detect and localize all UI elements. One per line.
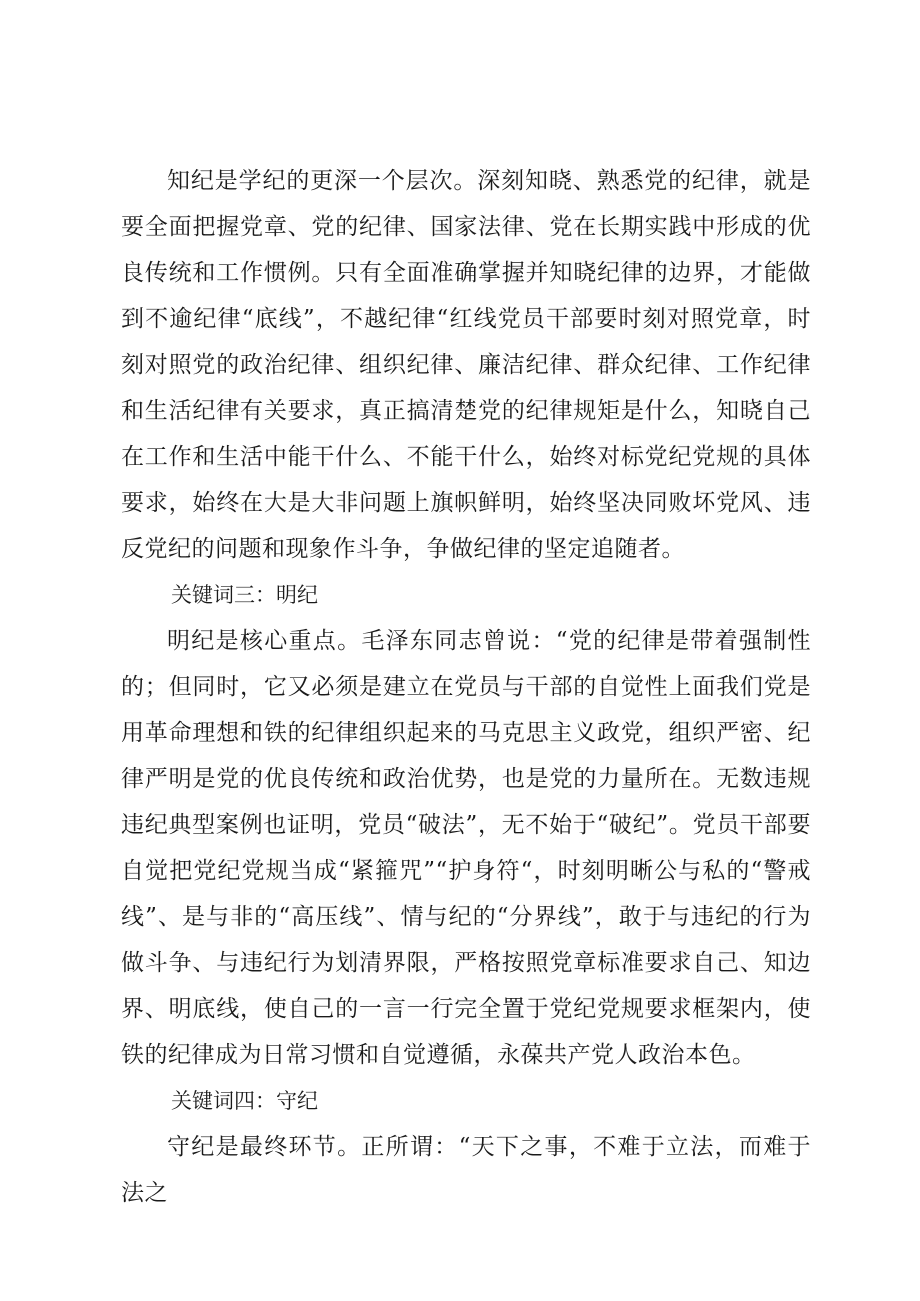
paragraph-zhiji: 知纪是学纪的更深一个层次。深刻知晓、熟悉党的纪律，就是要全面把握党章、党的纪律、国家法律、党在长期实践中形成的优良传统和工作惯例。只有全面准确掌握并知晓纪律的边界，才能做到不逾纪律“底线”，不越纪律“红线党员干部要时刻对照党章，时刻对照党的政治纪律、组织纪律、廉洁纪律、群众纪律、工作纪律和生活纪律有关要求，真正搞清楚党的纪律规矩是什么，知晓自己在工作和生活中能干什么、不能干什么，始终对标党纪党规的具体要求，始终在大是大非问题上旗帜鲜明，始终坚决同败坏党风、违反党纪的问题和现象作斗争，争做纪律的坚定追随者。: [121, 168, 811, 562]
paragraph-mingji: 明纪是核心重点。毛泽东同志曾说：“党的纪律是带着强制性的；但同时，它又必须是建立在党员与干部的自觉性上面我们党是用革命理想和铁的纪律组织起来的马克思主义政党，组织严密、纪律严明是党的优良传统和政治优势，也是党的力量所在。无数违规违纪典型案例也证明，党员“破法”，无不始于“破纪”。党员干部要自觉把党纪党规当成“紧箍咒”“护身符“，时刻明晰公与私的“警戒线”、是与非的“高压线”、情与纪的“分界线”，敢于与违纪的行为做斗争、与违纪行为划清界限，严格按照党章标准要求自己、知边界、明底线，使自己的一言一行完全置于党纪党规要求框架内，使铁的纪律成为日常习惯和自觉遵循，永葆共产党人政治本色。: [121, 628, 811, 1068]
heading-keyword-four: 关键词四：守纪: [171, 1089, 318, 1113]
document-page: [121, 158, 811, 1216]
heading-keyword-three: 关键词三：明纪: [171, 583, 318, 607]
paragraph-shouji: 守纪是最终环节。正所谓：“天下之事，不难于立法，而难于法之: [121, 1134, 811, 1206]
